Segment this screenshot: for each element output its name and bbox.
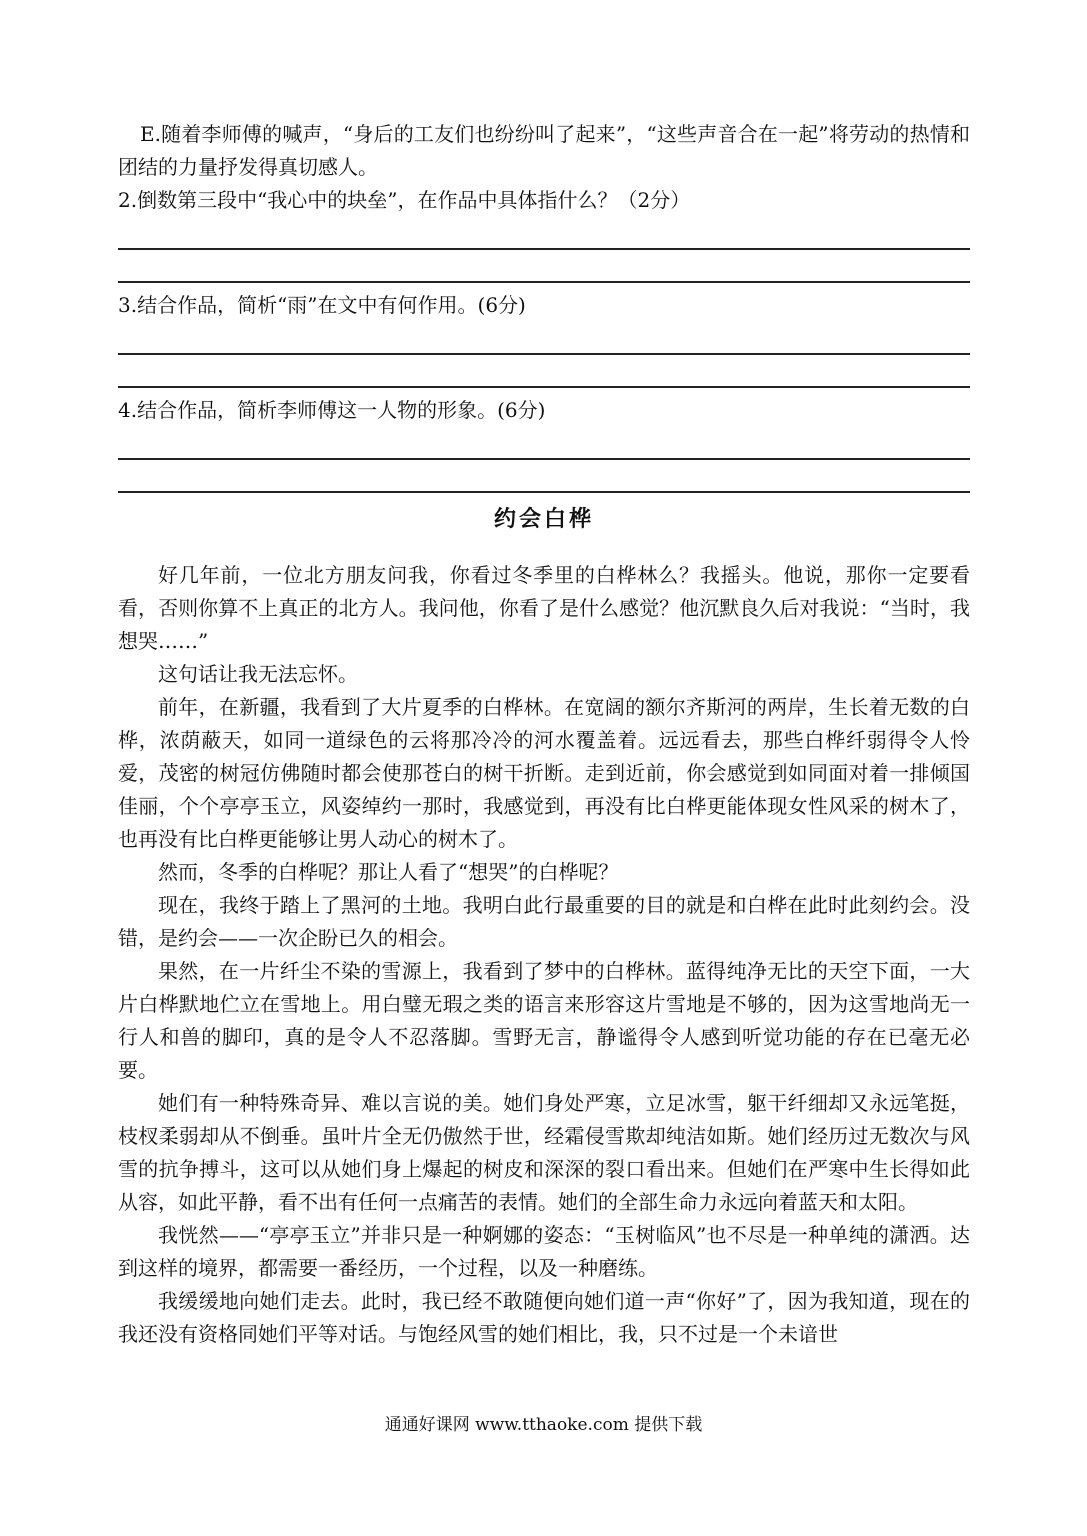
article-paragraph: 好几年前，一位北方朋友问我，你看过冬季里的白桦林么？我摇头。他说，那你一定要看看，否则你算不上真正的北方人。我问他，你看了是什么感觉？他沉默良久后对我说：“当时，我想哭……”	[118, 563, 970, 653]
question-2: 2.倒数第三段中“我心中的块垒”，在作品中具体指什么？（2分）	[118, 188, 691, 212]
article-title: 约会白桦	[493, 507, 594, 532]
article-paragraph: 这句话让我无法忘怀。	[158, 662, 358, 686]
article-paragraph: 我缓缓地向她们走去。此时，我已经不敢随便向她们道一声“你好”了，因为我知道，现在的我还没有资格同她们平等对话。与饱经风雪的她们相比，我，只不过是一个未谙世	[118, 1289, 970, 1346]
page-footer: 通通好课网 www.tthaoke.com 提供下载	[384, 1415, 703, 1435]
answer-line	[118, 460, 970, 493]
document-page	[118, 118, 970, 1351]
answer-line	[118, 427, 970, 460]
article-paragraph: 她们有一种特殊奇异、难以言说的美。她们身处严寒，立足冰雪，躯干纤细却又永远笔挺，枝杈柔弱却从不倒垂。虽叶片全无仍傲然于世，经霜侵雪欺却纯洁如斯。她们经历过无数次与风雪的抗争搏斗，这可以从她们身上爆起的树皮和深深的裂口看出来。但她们在严寒中生长得如此从容，如此平静，看不出有任何一点痛苦的表情。她们的全部生命力永远向着蓝天和太阳。	[118, 1091, 970, 1214]
article-paragraph: 然而，冬季的白桦呢？那让人看了“想哭”的白桦呢？	[158, 860, 619, 884]
answer-line	[118, 217, 970, 250]
answer-line	[118, 355, 970, 388]
option-e-text: E.随着李师傅的喊声，“身后的工友们也纷纷叫了起来”，“这些声音合在一起”将劳动的热情和团结的力量抒发得真切感人。	[118, 122, 970, 179]
article-paragraph: 前年，在新疆，我看到了大片夏季的白桦林。在宽阔的额尔齐斯河的两岸，生长着无数的白桦，浓荫蔽天，如同一道绿色的云将那冷冷的河水覆盖着。远远看去，那些白桦纤弱得令人怜爱，茂密的树冠仿佛随时都会使那苍白的树干折断。走到近前，你会感觉到如同面对着一排倾国佳丽，个个亭亭玉立，风姿绰约一那时，我感觉到，再没有比白桦更能体现女性风采的树木了，也再没有比白桦更能够让男人动心的树木了。	[118, 695, 970, 851]
article-paragraph: 现在，我终于踏上了黑河的土地。我明白此行最重要的目的就是和白桦在此时此刻约会。没错，是约会——一次企盼已久的相会。	[118, 893, 970, 950]
answer-line	[118, 322, 970, 355]
answer-line	[118, 250, 970, 283]
article-paragraph: 我恍然——“亭亭玉立”并非只是一种婀娜的姿态：“玉树临风”也不尽是一种单纯的潇洒。达到这样的境界，都需要一番经历，一个过程，以及一种磨练。	[118, 1223, 970, 1280]
question-3: 3.结合作品，简析“雨”在文中有何作用。(6分)	[118, 293, 526, 317]
article-paragraph: 果然，在一片纤尘不染的雪源上，我看到了梦中的白桦林。蓝得纯净无比的天空下面，一大片白桦默地伫立在雪地上。用白璧无瑕之类的语言来形容这片雪地是不够的，因为这雪地尚无一行人和兽的脚印，真的是令人不忍落脚。雪野无言，静谧得令人感到听觉功能的存在已毫无必要。	[118, 959, 970, 1082]
question-4: 4.结合作品，简析李师傅这一人物的形象。(6分)	[118, 398, 546, 422]
